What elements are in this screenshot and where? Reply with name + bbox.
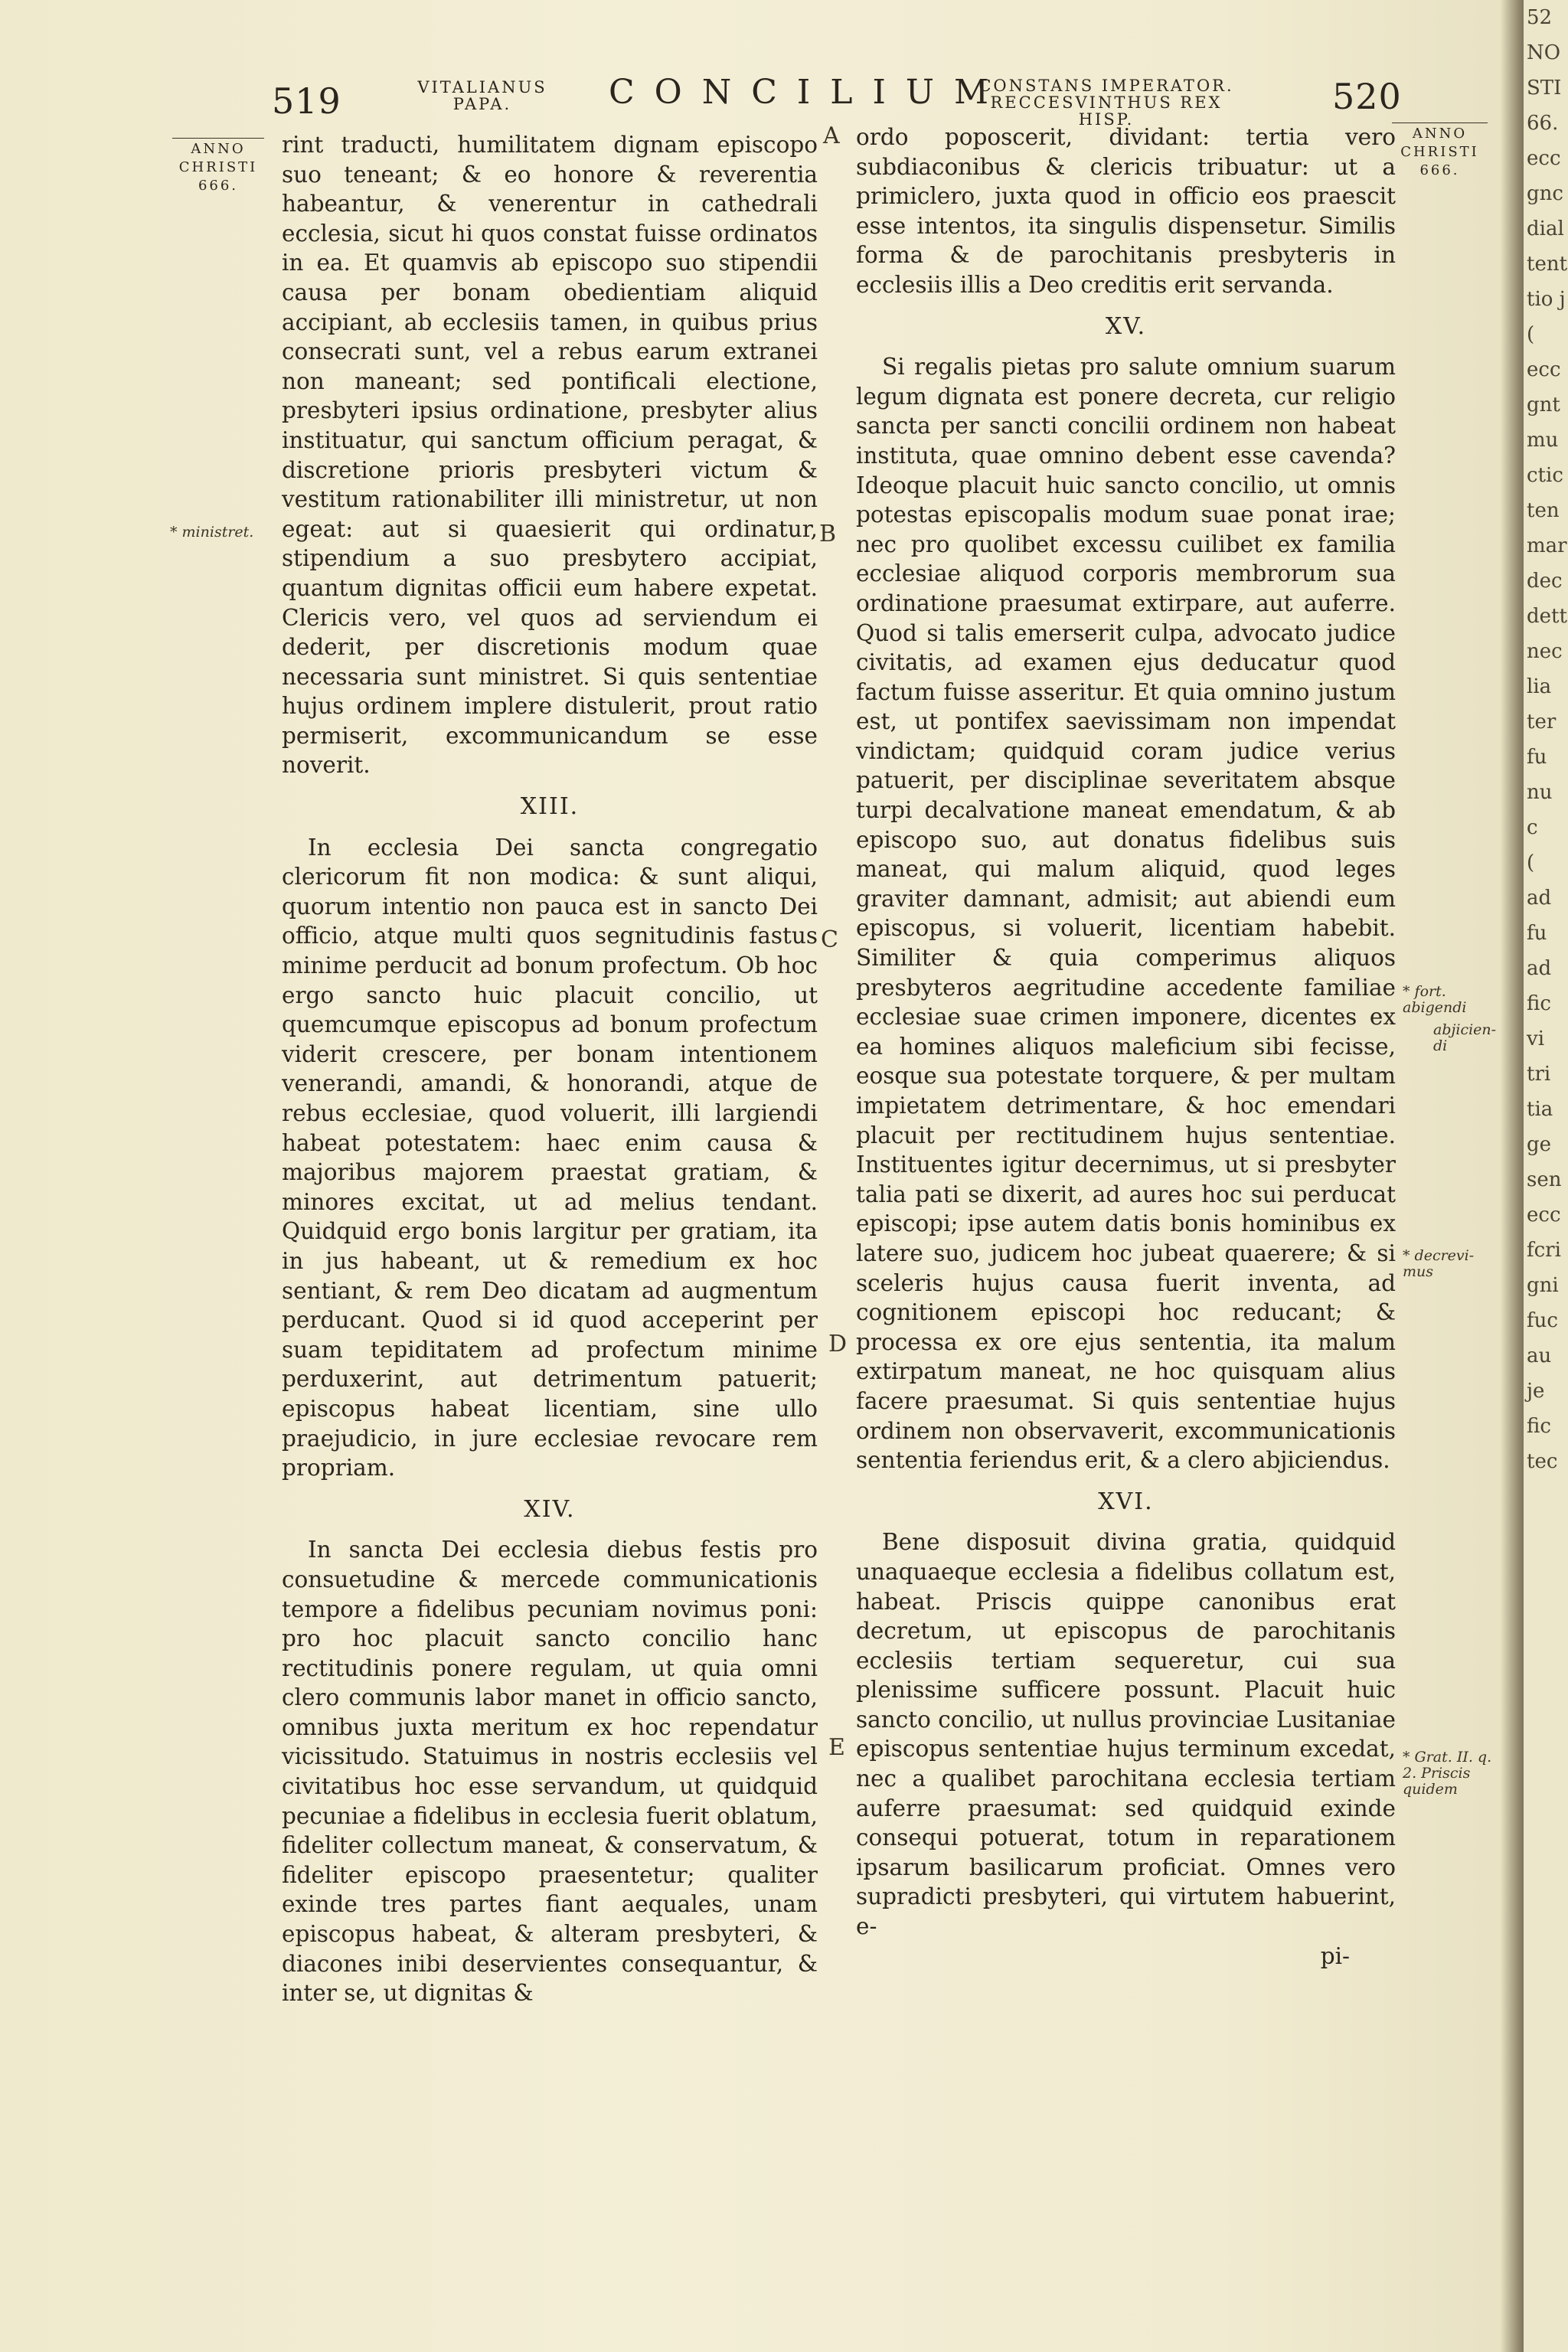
next-page-fragment: vi (1527, 1027, 1545, 1050)
next-page-fragment: ecc (1527, 358, 1561, 381)
next-page-fragment: ge (1527, 1133, 1552, 1156)
next-page-fragment: lia (1527, 675, 1552, 698)
next-page-fragment: fcri (1527, 1239, 1561, 1262)
next-page-fragment: nec (1527, 640, 1563, 663)
left-column (282, 130, 818, 2008)
next-page-fragment: ten (1527, 499, 1560, 522)
margin-note-gratian: * Grat. II. q. 2. Priscis quidem (1403, 1749, 1492, 1798)
next-page-fragment: dett (1527, 605, 1567, 628)
next-page-fragment: NO (1527, 41, 1561, 64)
next-page-fragment: fu (1527, 746, 1547, 769)
chapter-heading-xiii: XIII. (520, 793, 580, 821)
next-page-fragment: ad (1527, 957, 1552, 980)
next-page-fragment: ter (1527, 710, 1557, 733)
next-page-fragment: nu (1527, 781, 1553, 804)
next-page-fragment: fu (1527, 922, 1547, 945)
next-page-fragment: au (1527, 1344, 1552, 1367)
christi-label: CHRISTI (178, 159, 258, 175)
next-page-fragment: ad (1527, 887, 1552, 910)
paragraph-chapter-xvi: Bene disposuit divina gratia, quidquid unaquaeque ecclesia a fidelibus collatum est, habeat. Priscis quippe canonibus erat decretum, ut episcopus de parochitanis ecclesiis tertiam sequeretur, cui sua plenissime sufficere possunt. Placuit huic sancto concilio, ut nullus provinciae Lusitaniae episcopus sententiae hujus terminum excedat, nec a qualibet parochitana ecclesia tertiam auferre praesumat: sed quidquid exinde consequi potuerat, totum in reparationem ipsarum basilicarum proficiat. Omnes vero supradicti presbyteri, qui virtutem habuerint, e- (856, 1529, 1396, 1940)
next-page-fragment: tio j (1527, 288, 1566, 311)
next-page-fragment: tri (1527, 1063, 1551, 1086)
left-running-head-line2: PAPA. (452, 95, 512, 113)
year-label: 666. (198, 178, 239, 194)
anno-christi-left (172, 138, 264, 195)
right-running-head-line2: RECCESVINTHUS REX HISP. (990, 93, 1223, 129)
chapter-heading-xv: XV. (1105, 312, 1147, 340)
page-title: CONCILIUM (609, 73, 1009, 112)
year-label: 666. (1419, 162, 1460, 178)
left-running-head-line1: VITALIANUS (417, 78, 547, 96)
next-page-fragment: gnt (1527, 394, 1560, 416)
margin-note-abiiciendi-2: abjicien-di (1433, 1021, 1497, 1054)
right-running-head (961, 77, 1252, 128)
next-page-fragment: c (1527, 816, 1538, 839)
anno-christi-right (1392, 122, 1488, 180)
next-page-fragment: gnc (1527, 182, 1563, 205)
next-page-fragment: mu (1527, 429, 1559, 452)
next-page-fragment: tec (1527, 1450, 1558, 1473)
section-letter-c: C (821, 926, 838, 953)
chapter-heading-xvi: XVI. (1098, 1488, 1154, 1515)
section-letter-a: A (823, 122, 840, 149)
paragraph-continuation: rint traducti, humilitatem dignam episcopo suo teneant; & eo honore & reverentia habeantur, & venerentur in cathedrali ecclesia, sicut hi quos constat fuisse ordinatos in ea. Et quamvis ab episcopo suo stipendii causa per bonam obedientiam aliquid accipiant, ab ecclesiis tamen, in quibus prius consecrati sunt, vel a rebus earum extranei non maneant; sed pontificali electione, presbyteri ipsius ordinatione, presbyter alius instituatur, qui sanctum officium peragat, & discretione prioris presbyteri victum & vestitum rationabiliter illi ministretur, ut non egeat: aut si quaesierit qui ordinatur, stipendium a suo presbytero accipiat, quantum dignitas officii eum habere expetat. Clericis vero, vel quos ad serviendum ei dederit, per discretionis modum quae necessaria sunt ministret. Si quis sententiae hujus ordinem implere distulerit, prout ratio permiserit, excommunicandum se esse noverit. (282, 132, 818, 779)
next-page-fragment: ecc (1527, 147, 1561, 170)
next-page-fragment: fuc (1527, 1309, 1558, 1332)
next-page-fragment: mar (1527, 534, 1567, 557)
next-page-edge (1524, 0, 1568, 2352)
paragraph-chapter-xiv: In sancta Dei ecclesia diebus festis pro consuetudine & mercede communicationis tempore a fidelibus pecuniam novimus poni: pro hoc placuit sancto concilio hanc rectitudinis ponere regulam, ut quia omni clero communis labor manet in officio sancto, omnibus juxta meritum ex hoc rependatur vicissitudo. Statuimus in nostris ecclesiis vel civitatibus hoc esse servandum, ut quidquid pecuniae a fidelibus in ecclesia fuerit oblatum, fideliter collectum maneat, & conservatum, & fideliter episcopo praesentetur; qualiter exinde tres partes fiant aequales, unam episcopus habeat, & alteram presbyteri, & diacones inibi deservientes consequantur, & inter se, ut dignitas & (282, 1537, 818, 2007)
next-page-fragment: 66. (1527, 112, 1559, 135)
right-column (856, 122, 1396, 1971)
section-letter-e: E (828, 1734, 845, 1761)
paragraph-chapter-xv: Si regalis pietas pro salute omnium suarum legum dignata est ponere decreta, cur religio sancta per sancti concilii ordinem non habeat instituta, quae omnino debent esse cavenda? Ideoque placuit huic sancto concilio, ut omnis potestas episcopalis modum suae ponat irae; nec pro quolibet excessu cuilibet ex familia ecclesiae aliquod corporis membrorum sua ordinatione praesumat extirpare, aut auferre. Quod si talis emerserit culpa, advocato judice civitatis, ad examen ejus deducatur quod factum fuisse asseritur. Et quia omnino justum est, ut pontifex saevissimam non impendat vindictam; quidquid coram judice verius patuerit, per disciplinae severitatem absque turpi decalvatione maneat emendatum, & ab episcopo suo, aut donatus fidelibus suis maneat, qui malum aliquid, quod leges graviter damnant, admisit; aut abiendi eum episcopus, si voluerit, licentiam habebit. Similiter & quia comperimus aliquos presbyteros aegritudine accedente familiae ecclesiae suae crimen imponere, dicentes ex ea homines aliquos maleficium sibi fecisse, eosque sua potestate torquere, & per multam impietatem detrimentare, & hoc emendari placuit per rectitudinem hujus sententiae. Instituentes igitur decernimus, ut si presbyter talia pati se dixerit, ad aures hoc sui perducat episcopi; ipse autem datis bonis hominibus ex latere suo, judicem hoc jubeat quaerere; & si sceleris hujus causa fuerit inventa, ad cognitionem episcopi hoc reducant; & processa ex ore ejus sententia, ita malum extirpatum maneat, ne hoc quisquam alius facere praesumat. Si quis sententiae hujus ordinem non observaverit, excommunicationis sententia feriendus erit, & a clero abjiciendus. (856, 354, 1396, 1474)
margin-note-abiiciendi: * fort. abigendi (1403, 983, 1467, 1016)
next-page-fragment: ( (1527, 323, 1535, 346)
paragraph-continuation: ordo poposcerit, dividant: tertia vero subdiaconibus & clericis tribuatur: ut a primiclero, juxta quod in officio eos praescit esse intentos, ita singulis dispensetur. Similis forma & de parochitanis presbyteris in ecclesiis illis a Deo creditis erit servanda. (856, 124, 1396, 298)
next-page-fragment: ctic (1527, 464, 1563, 487)
next-page-fragment: fic (1527, 1415, 1551, 1438)
next-page-fragment: fic (1527, 992, 1551, 1015)
book-gutter (1501, 0, 1524, 2352)
next-page-fragment: ( (1527, 851, 1535, 874)
section-letter-b: B (819, 521, 837, 547)
next-page-fragment: 52 (1527, 6, 1553, 29)
catchword: pi- (1320, 1942, 1350, 1969)
paragraph-chapter-xiii: In ecclesia Dei sancta congregatio clericorum fit non modica: & sunt aliqui, quorum intentio non pauca est in sancto Dei officio, atque multi quos segnitudinis fastus minime perducit ad bonum profectum. Ob hoc ergo sancto huic placuit concilio, ut quemcumque episcopus ad bonum profectum viderit crescere, per bonam intentionem venerandi, amandi, & honorandi, atque de rebus ecclesiae, quod voluerit, illi largiendi habeat potestatem: haec enim causa & majoribus majorem praestat gratiam, & minores excitat, ut ad melius tendant. Quidquid ergo bonis largitur per gratiam, ita in jus habeant, ut & remedium ex hoc sentiant, & rem Deo dicatam ad augmentum perducant. Quod si id quod acceperint per suam tepiditatem ad profectum minime perduxerint, aut detrimentum patuerit; episcopus habeat licentiam, sine ullo praejudicio, in jure ecclesiae revocare rem propriam. (282, 834, 818, 1481)
next-page-fragment: ecc (1527, 1204, 1561, 1227)
christi-label: CHRISTI (1400, 144, 1479, 160)
next-page-fragment: dial (1527, 217, 1564, 240)
right-running-head-line1: CONSTANS IMPERATOR. (978, 77, 1234, 95)
margin-note-ministretur: * ministret. (170, 524, 254, 541)
next-page-fragment: gni (1527, 1274, 1559, 1297)
margin-note-decrevimus: * decrevi-mus (1403, 1247, 1475, 1280)
next-page-fragment: tent (1527, 253, 1568, 276)
anno-label: ANNO (191, 141, 246, 157)
section-letter-d: D (828, 1331, 848, 1357)
right-page-number: 520 (1332, 76, 1402, 117)
next-page-fragment: sen (1527, 1168, 1562, 1191)
next-page-fragment: STI (1527, 77, 1562, 100)
next-page-fragment: dec (1527, 570, 1563, 593)
chapter-heading-xiv: XIV. (524, 1495, 576, 1523)
next-page-fragment: tia (1527, 1098, 1553, 1121)
anno-label: ANNO (1412, 126, 1468, 142)
left-running-head (406, 79, 559, 113)
left-page-number: 519 (272, 80, 341, 122)
running-header (0, 73, 1501, 129)
next-page-fragment: je (1527, 1380, 1545, 1403)
